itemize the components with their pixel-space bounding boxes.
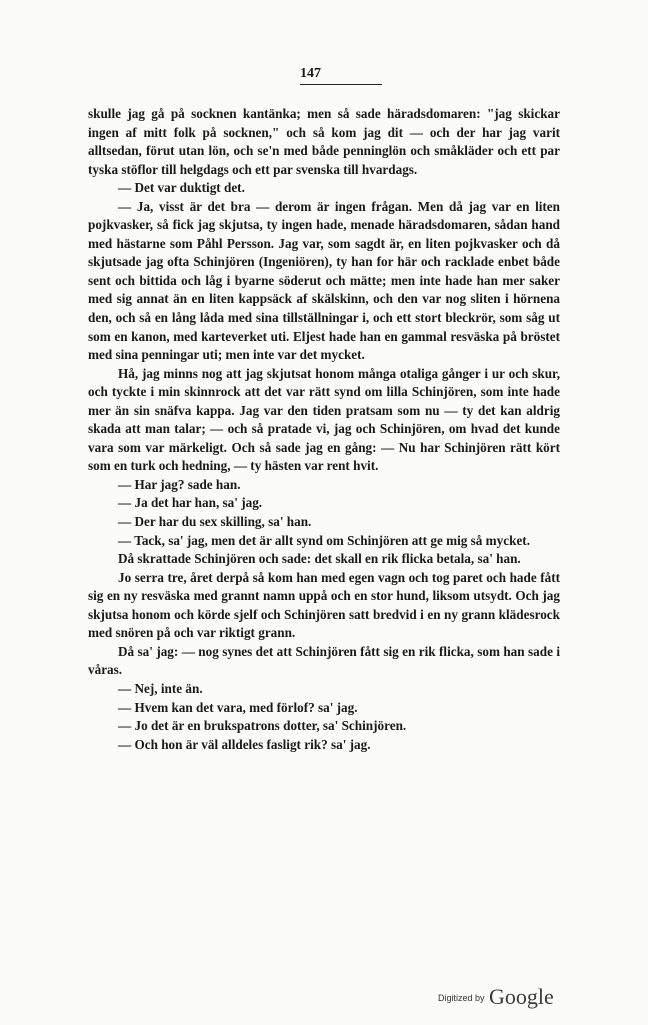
paragraph: — Tack, sa' jag, men det är allt synd om Schinjören att ge mig så mycket. (118, 532, 530, 548)
paragraph: — Nej, inte än. (118, 680, 203, 696)
body-text (88, 105, 560, 754)
paragraph: Då skrattade Schinjören och sade: det skall en rik flicka betala, sa' han. (118, 551, 521, 567)
paragraph: skulle jag gå på socknen kantänka; men så sade häradsdomaren: "jag skickar ingen af mitt folk på socknen," och så kom jag dit — och der har jag varit alltsedan, förut utan lön, och se'n med både penninglön och småkläder och ett par tyska stöflor till helgdags och ett par svenska till hvardags. (88, 106, 560, 177)
paragraph: Hå, jag minns nog att jag skjutsat honom många otaliga gånger i ur och skur, och tyckte i min skinnrock att det var rätt synd om lilla Schinjören, som inte hade mer än sin snäfva kappa. Jag var den tiden pratsam som nu — ty det kan aldrig skada att man talar; — och så pratade vi, jag och Schinjören, om hvad det kunde vara som var märkeligt. Och så sade jag en gång: — Nu har Schinjören rätt kört som en turk och hedning, — ty hästen var rent hvit. (88, 365, 560, 474)
paragraph: — Hvem kan det vara, med förlof? sa' jag. (118, 699, 358, 715)
header-rule (300, 84, 382, 85)
paragraph: — Ja, visst är det bra — derom är ingen frågan. Men då jag var en liten pojkvasker, så fick jag skjutsa, ty ingen hade, menade häradsdomaren, sådan hand med hästarne som Påhl Persson. Jag var, som sagdt är, en liten pojkvasker och då skjutsade jag ofta Schinjören (Ingeniören), ty han for här och racklade enbet både sent och bittida och låg i byarne söderut och mätte; men inte hade han mer saker med sig annat än en liten kappsäck af skälskinn, och den var nog sliten i hörnena den, och så en lång låda med sina tillställningar i, och ett stort bleckrör, som såg ut som en kanon, med karteverket uti. Eljest hade han en gammal resväska på bröstet med sina penningar uti; men inte var det mycket. (88, 198, 560, 363)
google-logo-text: Google (488, 984, 554, 1009)
digitized-by-google-watermark (438, 984, 554, 1010)
paragraph: — Det var duktigt det. (118, 180, 245, 196)
paragraph: — Och hon är väl alldeles fasligt rik? sa' jag. (118, 736, 371, 752)
paragraph: — Der har du sex skilling, sa' han. (118, 514, 312, 530)
paragraph: — Har jag? sade han. (118, 476, 241, 492)
paragraph: Jo serra tre, året derpå så kom han med egen vagn och tog paret och hade fått sig en ny resväska med grannt namn uppå och en stor hund, liksom utsydt. Och jag skjutsa honom och körde sjelf och Schinjören satt bredvid i en ny grann klädesrock med snören på och var riktigt grann. (88, 569, 560, 641)
page-number: 147 (300, 66, 321, 81)
paragraph: — Ja det har han, sa' jag. (118, 495, 263, 511)
paragraph: — Jo det är en brukspatrons dotter, sa' Schinjören. (118, 718, 407, 734)
digitized-by-label: Digitized by (438, 993, 485, 1003)
paragraph: Då sa' jag: — nog synes det att Schinjören fått sig en rik flicka, som han sade i våras. (88, 643, 560, 678)
